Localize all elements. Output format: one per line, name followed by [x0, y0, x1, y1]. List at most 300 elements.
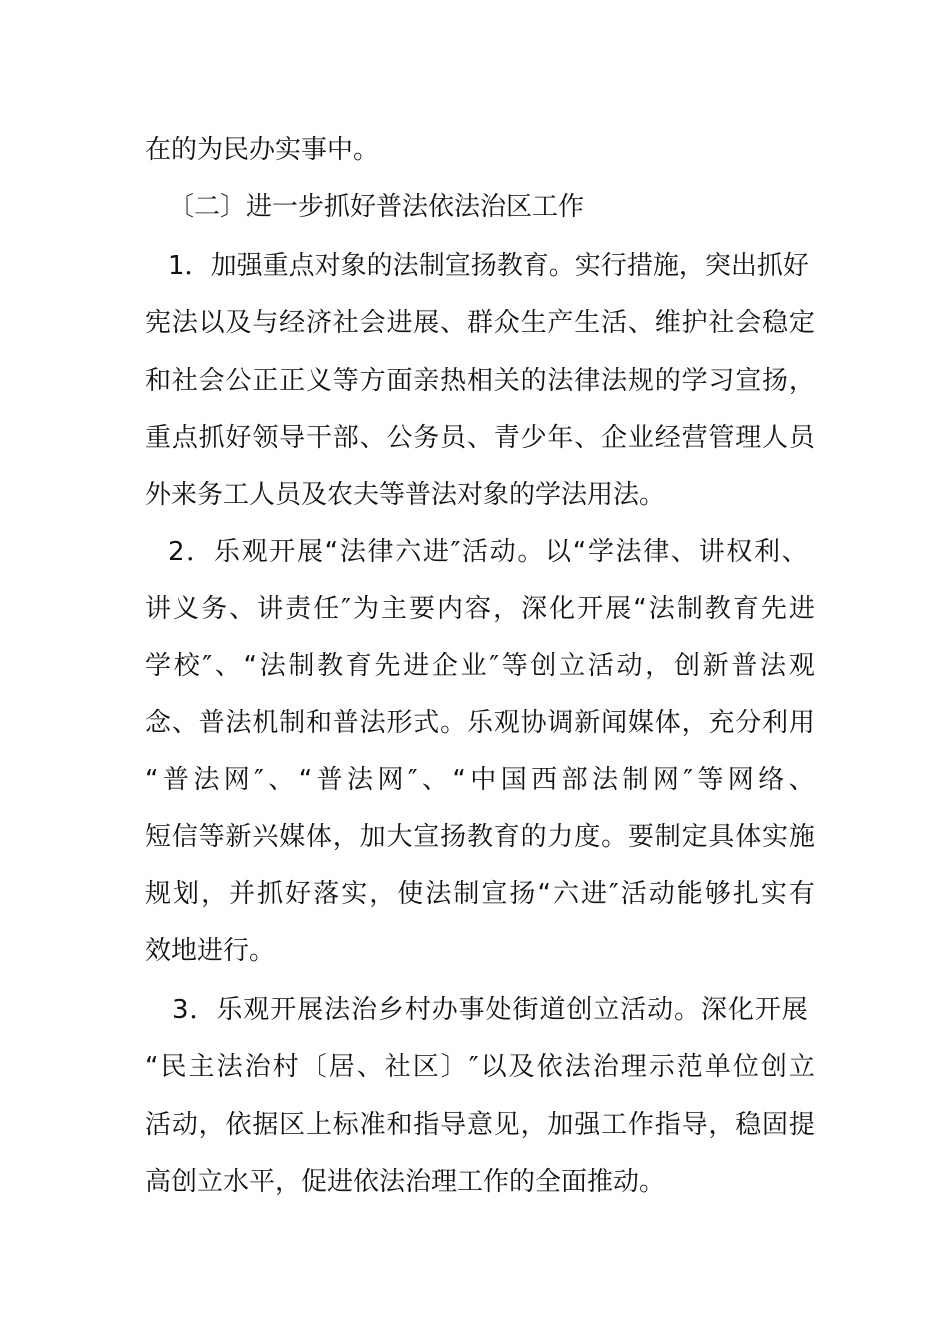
text-char: 展 [605, 594, 632, 624]
text-char: 充 [708, 708, 735, 738]
text-char: 法 [591, 765, 618, 795]
text-char: 、 [781, 537, 808, 567]
text-char: 讲 [145, 594, 172, 624]
text-char: 。 [601, 822, 628, 852]
text-char: 制 [418, 251, 445, 281]
text-char: ， [681, 708, 708, 738]
text-char: 等 [501, 651, 528, 681]
text-char: 和 [386, 1110, 413, 1140]
text-char: 要 [409, 594, 436, 624]
text-char: 及 [225, 308, 252, 338]
text-char: 指 [654, 1110, 681, 1140]
text-char: 青 [493, 423, 520, 453]
text-char: 法 [564, 1052, 591, 1082]
text-char: 抓 [756, 251, 783, 281]
text-char: 创 [530, 651, 557, 681]
text-char: 讲 [257, 594, 284, 624]
text-char: 度 [574, 822, 601, 852]
text-char: 务 [413, 423, 440, 453]
text-char: 责 [285, 594, 312, 624]
text-char: 能 [676, 879, 703, 909]
text-char: 导 [279, 423, 306, 453]
text-char: 法 [615, 537, 642, 567]
text-line-12 [145, 763, 815, 797]
text-char: ″ [202, 651, 213, 681]
text-char: 中 [470, 765, 497, 795]
text-char: 展 [297, 995, 324, 1025]
text-char: 正 [279, 366, 306, 396]
text-char: 够 [704, 879, 731, 909]
text-char: 规 [145, 879, 172, 909]
text-char: 区 [279, 1110, 306, 1140]
text-char: 等 [332, 366, 359, 396]
text-char: 宣 [413, 822, 440, 852]
text-char: 扬 [440, 822, 467, 852]
text-char: 经 [654, 423, 681, 453]
text-char: 处 [485, 995, 512, 1025]
text-char: 热 [440, 366, 467, 396]
text-char: 闻 [601, 708, 628, 738]
text-char: 创 [673, 651, 700, 681]
text-char: 、 [229, 594, 256, 624]
text-char: 制 [453, 879, 480, 909]
text-char: 法 [347, 765, 374, 795]
text-char: ″ [254, 765, 264, 795]
text-char: 会 [198, 366, 225, 396]
text-char: 准 [359, 1110, 386, 1140]
text-char: 据 [252, 1110, 279, 1140]
text-char: 的 [520, 366, 547, 396]
text-char: 制 [288, 651, 315, 681]
text-char: 干 [305, 423, 332, 453]
text-char: 维 [654, 308, 681, 338]
text-char: 固 [762, 1110, 789, 1140]
text-char: 动 [648, 879, 675, 909]
text-char: 街 [512, 995, 539, 1025]
text-char: 。 [548, 251, 575, 281]
text-char: 和 [145, 366, 172, 396]
text-char: 进 [403, 651, 430, 681]
text-char: 法 [359, 708, 386, 738]
text-char: 落 [313, 879, 340, 909]
text-char: 具 [708, 822, 735, 852]
text-char: 法 [171, 308, 198, 338]
text-char: 分 [735, 708, 762, 738]
text-char: 宪 [145, 308, 172, 338]
text-char: 义 [305, 366, 332, 396]
text-char: 容 [465, 594, 492, 624]
text-char: 活 [620, 879, 647, 909]
text-line-3 [168, 249, 808, 283]
text-char: 教 [317, 651, 344, 681]
text-char: 众 [493, 308, 520, 338]
text-char: 面 [386, 366, 413, 396]
text-char: 方 [359, 366, 386, 396]
text-char: ″ [609, 879, 619, 909]
text-char: 络 [758, 765, 785, 795]
text-char: 点 [288, 251, 315, 281]
text-char: 进 [386, 308, 413, 338]
text-char: 产 [547, 308, 574, 338]
text-char: 、 [359, 423, 386, 453]
text-char: 观 [241, 537, 268, 567]
text-char: 深 [521, 594, 548, 624]
text-char: 观 [493, 708, 520, 738]
text-char: 、 [574, 423, 601, 453]
text-char: 生 [574, 308, 601, 338]
text-char: 道 [539, 995, 566, 1025]
text-char: 育 [522, 251, 549, 281]
text-char: 任 [313, 594, 340, 624]
text-char: “ [452, 765, 466, 795]
text-char: 标 [332, 1110, 359, 1140]
text-char: 、 [214, 651, 241, 681]
text-char: ， [198, 1110, 225, 1140]
text-char: 创 [760, 1052, 787, 1082]
text-char: 管 [708, 423, 735, 453]
text-char: 理 [620, 1052, 647, 1082]
text-char: 扬 [762, 366, 789, 396]
text-char: 示 [648, 1052, 675, 1082]
text-char: 社 [332, 308, 359, 338]
text-line-17 [145, 1050, 815, 1084]
text-char: 宣 [735, 366, 762, 396]
text-char: 行 [600, 251, 627, 281]
text-char: 育 [732, 594, 759, 624]
text-char: 。 [440, 708, 467, 738]
text-char: 协 [520, 708, 547, 738]
text-line-15: 效地进行。 [145, 936, 276, 966]
text-char: 制 [676, 594, 703, 624]
text-char: 突 [704, 251, 731, 281]
text-char: ″ [407, 765, 418, 795]
text-char: 新 [574, 708, 601, 738]
text-char: 扬 [470, 251, 497, 281]
text-char: 社 [708, 308, 735, 338]
text-char: 治 [244, 1052, 271, 1082]
text-char: 展 [296, 537, 323, 567]
text-char: 六 [395, 537, 422, 567]
text-char: 西 [531, 765, 558, 795]
text-char: ″ [468, 1052, 479, 1082]
text-char: 公 [386, 423, 413, 453]
text-char: 稳 [735, 1110, 762, 1140]
text-char: 活 [601, 308, 628, 338]
text-char: 实 [341, 879, 368, 909]
text-char: 营 [681, 423, 708, 453]
text-char: 稳 [762, 308, 789, 338]
text-line-8 [168, 535, 808, 569]
text-char: 员 [788, 423, 815, 453]
text-char: 制 [654, 822, 681, 852]
text-char: 抓 [198, 423, 225, 453]
text-char: ． [189, 995, 216, 1025]
text-line-19: 高创立水平，促进依法治理工作的全面推动。 [145, 1167, 666, 1197]
text-char: 指 [413, 1110, 440, 1140]
text-char: 以 [545, 537, 572, 567]
text-char: ″ [489, 651, 500, 681]
text-char: 普 [198, 708, 225, 738]
text-char: 意 [466, 1110, 493, 1140]
text-char: ， [201, 879, 228, 909]
text-char: 业 [460, 651, 487, 681]
text-char: 对 [314, 251, 341, 281]
text-char: “ [324, 537, 339, 567]
text-char: 普 [332, 708, 359, 738]
text-char: 体 [735, 822, 762, 852]
text-char: “ [633, 594, 647, 624]
text-char: 机 [252, 708, 279, 738]
text-char: 法 [216, 1052, 243, 1082]
text-char: 用 [788, 708, 815, 738]
text-char: 亲 [413, 366, 440, 396]
text-line-4 [145, 306, 815, 340]
text-char: 公 [225, 366, 252, 396]
text-char: 动 [616, 651, 643, 681]
text-char: 居 [328, 1052, 355, 1082]
text-char: 出 [730, 251, 757, 281]
text-char: 活 [587, 651, 614, 681]
text-char: 使 [397, 879, 424, 909]
text-char: 年 [547, 423, 574, 453]
text-char: 宣 [481, 879, 508, 909]
text-char: 乡 [377, 995, 404, 1025]
text-char: 、 [421, 765, 448, 795]
text-char: 学 [681, 366, 708, 396]
text-char: 社 [384, 1052, 411, 1082]
text-char: 会 [359, 308, 386, 338]
text-char: 体 [654, 708, 681, 738]
text-char: 立 [559, 651, 586, 681]
text-char: 施 [652, 251, 679, 281]
text-char: 部 [561, 765, 588, 795]
text-char: 企 [431, 651, 458, 681]
text-line-16 [172, 993, 808, 1027]
text-char: 义 [173, 594, 200, 624]
text-char: 事 [458, 995, 485, 1025]
text-char: 提 [788, 1110, 815, 1140]
text-char: ″ [450, 537, 461, 567]
text-char: 法 [193, 765, 220, 795]
text-char: 观 [788, 651, 815, 681]
text-char: 网 [727, 765, 754, 795]
text-char: 措 [626, 251, 653, 281]
text-char: 展 [781, 995, 808, 1025]
text-char: 法 [225, 708, 252, 738]
text-char: 实 [760, 879, 787, 909]
text-char: 见 [493, 1110, 520, 1140]
text-char: 普 [316, 765, 343, 795]
text-char: 、 [356, 1052, 383, 1082]
text-char: ， [520, 1110, 547, 1140]
text-char: 动 [171, 1110, 198, 1140]
text-char: 好 [285, 879, 312, 909]
text-char: 。 [517, 537, 544, 567]
text-char: 网 [377, 765, 404, 795]
text-char: 式 [413, 708, 440, 738]
text-char: 法 [324, 995, 351, 1025]
text-char: “ [145, 1052, 159, 1082]
text-char: 村 [272, 1052, 299, 1082]
text-char: 、 [627, 308, 654, 338]
text-char: 以 [480, 1052, 507, 1082]
text-char: “ [537, 879, 551, 909]
text-char: 的 [520, 822, 547, 852]
text-line-1: 在的为民办实事中。 [145, 135, 380, 165]
text-char: ． [186, 537, 213, 567]
text-char: 、 [788, 765, 815, 795]
text-char: 以 [198, 308, 225, 338]
text-char: 乐 [213, 537, 240, 567]
text-char: 教 [704, 594, 731, 624]
text-char: 力 [547, 822, 574, 852]
text-char: 网 [223, 765, 250, 795]
text-char: 单 [704, 1052, 731, 1082]
text-char: 区 [412, 1052, 439, 1082]
text-char: 正 [252, 366, 279, 396]
text-char: 育 [345, 651, 372, 681]
text-char: 内 [437, 594, 464, 624]
text-char: 等 [697, 765, 724, 795]
text-char: 定 [788, 308, 815, 338]
text-char: 兴 [252, 822, 279, 852]
text-char: 治 [592, 1052, 619, 1082]
text-char: 业 [627, 423, 654, 453]
text-char: 要 [627, 822, 654, 852]
text-char: 与 [252, 308, 279, 338]
text-char: 法 [339, 537, 366, 567]
text-char: 重 [262, 251, 289, 281]
text-char: “ [572, 537, 587, 567]
text-char: ， [332, 822, 359, 852]
text-char: 进 [580, 879, 607, 909]
text-char: 依 [536, 1052, 563, 1082]
text-char: 上 [305, 1110, 332, 1140]
text-char: 1 [168, 251, 185, 281]
text-char: 及 [508, 1052, 535, 1082]
text-char: 立 [593, 995, 620, 1025]
text-char: 主 [380, 594, 407, 624]
text-char: 生 [520, 308, 547, 338]
text-line-7: 外来务工人员及农夫等普法对象的学法用法。 [145, 480, 666, 510]
text-char: 新 [225, 822, 252, 852]
text-char: 施 [788, 822, 815, 852]
text-char: 主 [188, 1052, 215, 1082]
text-char: 少 [520, 423, 547, 453]
text-char: ″ [341, 594, 351, 624]
text-char: 3 [172, 995, 189, 1025]
text-char: 、 [670, 537, 697, 567]
text-char: 法 [760, 651, 787, 681]
text-char: 济 [305, 308, 332, 338]
text-char: “ [145, 765, 159, 795]
text-line-10 [145, 649, 815, 683]
text-char: 新 [702, 651, 729, 681]
text-char: 讲 [698, 537, 725, 567]
text-char: “ [243, 651, 257, 681]
text-char: 社 [171, 366, 198, 396]
text-char: 信 [171, 822, 198, 852]
text-char: 范 [676, 1052, 703, 1082]
text-char: ， [369, 879, 396, 909]
text-char: 2 [168, 537, 185, 567]
text-char: 利 [753, 537, 780, 567]
text-char: ″ [683, 765, 693, 795]
text-char: 实 [574, 251, 601, 281]
text-char: 工 [601, 1110, 628, 1140]
text-char: 教 [466, 822, 493, 852]
text-char: ， [708, 1110, 735, 1140]
text-char: 法 [392, 251, 419, 281]
text-line-18 [145, 1108, 815, 1142]
text-char: 活 [145, 1110, 172, 1140]
text-char: 媒 [627, 708, 654, 738]
text-char: 动 [489, 537, 516, 567]
text-char: 化 [549, 594, 576, 624]
text-char: 、 [171, 708, 198, 738]
text-char: 律 [643, 537, 670, 567]
text-char: 念 [145, 708, 172, 738]
text-char: 经 [279, 308, 306, 338]
text-line-11 [145, 706, 815, 740]
text-char: 扬 [509, 879, 536, 909]
text-char: 开 [269, 537, 296, 567]
text-line-14 [145, 877, 815, 911]
text-char: 法 [425, 879, 452, 909]
section-heading: 〔二〕进一步抓好普法依法治区工作 [168, 192, 585, 222]
text-char: 普 [731, 651, 758, 681]
text-char: 观 [243, 995, 270, 1025]
text-char: 相 [466, 366, 493, 396]
text-char: 进 [788, 594, 815, 624]
text-char: 并 [229, 879, 256, 909]
text-char: 和 [305, 708, 332, 738]
text-char: 律 [574, 366, 601, 396]
text-char: 领 [252, 423, 279, 453]
text-char: 〔 [300, 1052, 327, 1082]
text-char: 加 [359, 822, 386, 852]
text-char: 民 [160, 1052, 187, 1082]
text-char: 开 [270, 995, 297, 1025]
text-char: 务 [201, 594, 228, 624]
text-char: 部 [332, 423, 359, 453]
text-char: 〕 [440, 1052, 467, 1082]
text-char: 教 [496, 251, 523, 281]
text-char: 导 [681, 1110, 708, 1140]
text-char: 会 [735, 308, 762, 338]
text-char: 村 [404, 995, 431, 1025]
text-char: 抓 [257, 879, 284, 909]
text-char: 网 [652, 765, 679, 795]
text-char: 国 [500, 765, 527, 795]
text-char: 大 [386, 822, 413, 852]
text-char: 位 [732, 1052, 759, 1082]
text-char: 规 [627, 366, 654, 396]
text-char: 展 [413, 308, 440, 338]
text-char: 加 [210, 251, 237, 281]
text-char: 化 [727, 995, 754, 1025]
text-char: 活 [620, 995, 647, 1025]
text-char: 加 [547, 1110, 574, 1140]
text-char: 、 [268, 765, 295, 795]
text-char: 制 [622, 765, 649, 795]
text-char: 制 [279, 708, 306, 738]
text-char: 员 [440, 423, 467, 453]
text-char: 象 [340, 251, 367, 281]
text-char: 扎 [732, 879, 759, 909]
text-char: 、 [466, 423, 493, 453]
text-char: 律 [367, 537, 394, 567]
